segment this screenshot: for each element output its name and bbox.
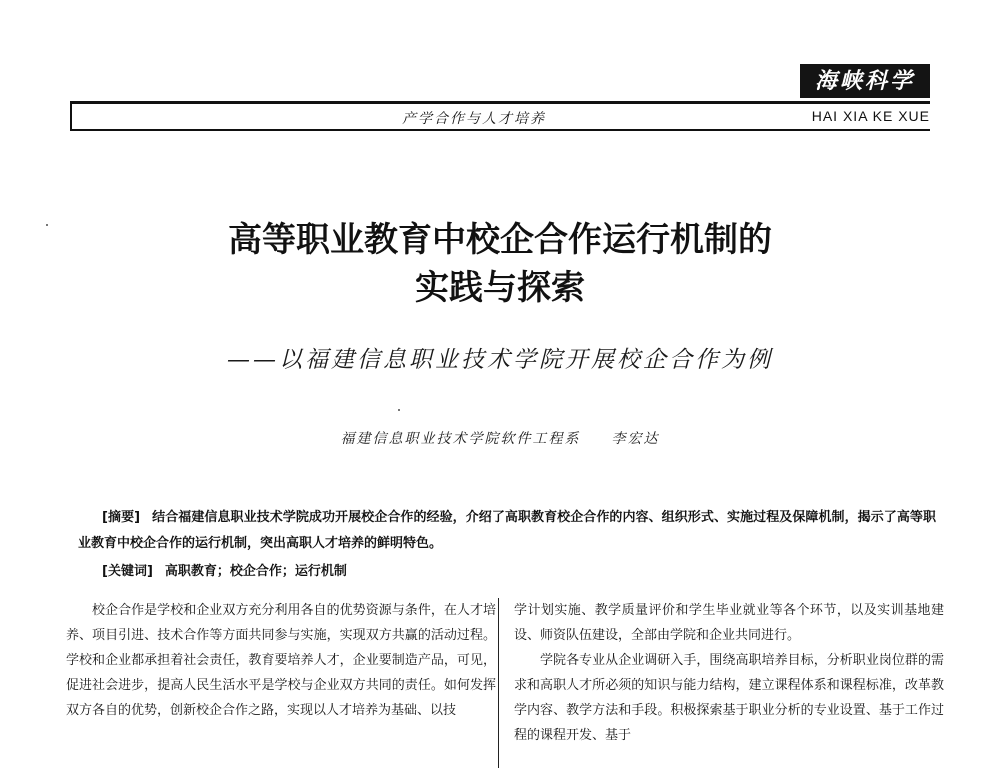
keywords-label: [关键词] xyxy=(102,564,153,579)
body-left-column xyxy=(66,598,496,723)
article-subtitle: ——以福建信息职业技术学院开展校企合作为例 xyxy=(227,347,773,373)
journal-pinyin: HAI XIA KE XUE xyxy=(811,108,930,124)
journal-name-badge: 海峡科学 xyxy=(800,64,930,98)
scan-speck xyxy=(46,224,48,226)
column-divider xyxy=(498,598,499,768)
abstract xyxy=(78,505,936,557)
abstract-label: [摘要] xyxy=(102,510,141,525)
scan-speck xyxy=(398,409,400,411)
article-title-line2: 实践与探索 xyxy=(415,268,585,308)
keywords xyxy=(102,559,347,585)
body-paragraph: 学计划实施、教学质量评价和学生毕业就业等各个环节，以及实训基地建设、师资队伍建设，全部由学院和企业共同进行。 xyxy=(514,603,944,643)
author-line xyxy=(0,428,1000,448)
running-header xyxy=(70,101,930,131)
abstract-text: 结合福建信息职业技术学院成功开展校企合作的经验，介绍了高职教育校企合作的内容、组织形式、实施过程及保障机制，揭示了高等职业教育中校企合作的运行机制，突出高职人才培养的鲜明特色。 xyxy=(78,510,936,551)
author-affiliation: 福建信息职业技术学院软件工程系 xyxy=(340,431,581,447)
keywords-text: 高职教育；校企合作；运行机制 xyxy=(164,564,347,579)
section-title: 产学合作与人才培养 xyxy=(402,111,546,127)
body-right-column xyxy=(514,598,944,748)
body-paragraph: 学院各专业从企业调研入手，围绕高职培养目标，分析职业岗位群的需求和高职人才所必须的知识与能力结构，建立课程体系和课程标准，改革教学内容、教学方法和手段。积极探索基于职业分析的专业设置、基于工作过程的课程开发、基于 xyxy=(514,653,944,743)
article-title-line1: 高等职业教育中校企合作运行机制的 xyxy=(228,220,772,260)
author-name: 李宏达 xyxy=(611,431,660,447)
body-paragraph: 校企合作是学校和企业双方充分利用各自的优势资源与条件，在人才培养、项目引进、技术合作等方面共同参与实施，实现双方共赢的活动过程。学校和企业都承担着社会责任，教育要培养人才，企业要制造产品，可见，促进社会进步，提高人民生活水平是学校与企业双方共同的责任。如何发挥双方各自的优势，创新校企合作之路，实现以人才培养为基础、以技 xyxy=(66,603,496,718)
